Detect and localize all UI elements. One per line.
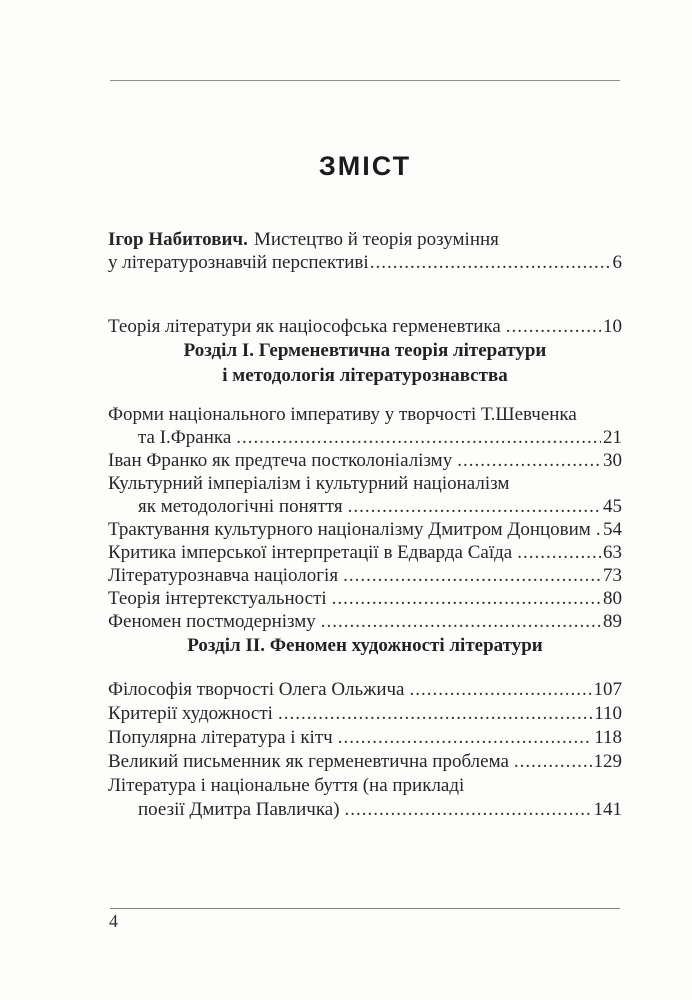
dot-leader <box>345 798 592 822</box>
toc-entry <box>108 518 622 541</box>
page-ref: 129 <box>593 751 622 772</box>
toc-entry-line <box>108 426 622 449</box>
toc-entry-line: Культурний імперіалізм і культурний націоналізм <box>108 473 510 494</box>
table-of-contents <box>108 228 622 822</box>
dot-leader <box>506 315 601 338</box>
entry-text: Великий письменник як герменевтична проблема <box>108 751 509 772</box>
entry-text: Популярна література і кітч <box>108 727 333 748</box>
section-heading-line: і методологія літературознавства <box>222 365 508 386</box>
toc-entry <box>108 449 622 472</box>
toc-entry <box>108 678 622 702</box>
toc-entry <box>108 726 622 750</box>
toc-entry-line <box>108 798 622 822</box>
section-items <box>108 678 622 822</box>
section-heading <box>108 633 622 658</box>
entry-text: Критерії художності <box>108 703 273 724</box>
toc-entry <box>108 472 622 518</box>
dot-leader <box>457 449 601 472</box>
dot-leader <box>370 251 611 274</box>
entry-text: як методологічні поняття <box>138 496 343 517</box>
section-heading <box>108 338 622 388</box>
page-ref: 118 <box>594 727 622 748</box>
dot-leader <box>343 564 601 587</box>
page-ref: 30 <box>603 450 622 471</box>
dot-leader <box>514 750 592 774</box>
dot-leader <box>596 518 601 541</box>
toc-entry-line <box>108 228 622 251</box>
toc-entry <box>108 228 622 274</box>
page-ref: 21 <box>603 427 622 448</box>
toc-entry <box>108 702 622 726</box>
dot-leader <box>332 587 601 610</box>
entry-text: Феномен постмодернізму <box>108 611 316 632</box>
entry-text: Критика імперської інтерпретації в Едварда Саїда <box>108 542 513 563</box>
page-ref: 80 <box>603 588 622 609</box>
entry-text: Мистецтво й теорія розуміння <box>253 229 499 250</box>
entry-text: Літературознавча націологія <box>108 565 339 586</box>
toc-entry-line <box>108 251 622 274</box>
dot-leader <box>410 678 592 702</box>
dot-leader <box>321 610 601 633</box>
entry-text: Теорія літератури як націософська герменевтика <box>108 316 501 337</box>
page-ref: 54 <box>603 519 622 540</box>
entry-text: Філософія творчості Олега Ольжича <box>108 679 405 700</box>
page-ref: 6 <box>612 252 622 273</box>
section-items <box>108 403 622 633</box>
toc-entry-line: Форми національного імперативу у творчості Т.Шевченка <box>108 404 577 425</box>
entry-text: Трактування культурного націоналізму Дмитром Донцовим <box>108 519 591 540</box>
toc-entry <box>108 564 622 587</box>
page-ref: 107 <box>593 679 622 700</box>
section-heading-line: Розділ І. Герменевтична теорія літератури <box>183 340 547 361</box>
page-ref: 63 <box>603 542 622 563</box>
bottom-rule <box>110 908 620 909</box>
section-heading-line: Розділ ІІ. Феномен художності літератури <box>187 635 543 656</box>
entry-text: та І.Франка <box>138 427 232 448</box>
dot-leader <box>278 702 592 726</box>
toc-entry <box>108 541 622 564</box>
page-ref: 45 <box>603 496 622 517</box>
page-content <box>108 0 622 822</box>
page-ref: 110 <box>594 703 622 724</box>
page-ref: 10 <box>603 316 622 337</box>
entry-text: у літературознавчій перспективі <box>108 252 369 273</box>
page-ref: 73 <box>603 565 622 586</box>
dot-leader <box>348 495 601 518</box>
entry-text: Теорія інтертекстуальності <box>108 588 327 609</box>
entry-text: поезії Дмитра Павличка) <box>138 799 340 820</box>
dot-leader <box>517 541 601 564</box>
toc-entry <box>108 610 622 633</box>
page-ref: 89 <box>603 611 622 632</box>
toc-entry-line <box>108 495 622 518</box>
dot-leader <box>236 426 601 449</box>
contents-title: ЗМІСТ <box>318 151 412 181</box>
toc-entry <box>108 774 622 822</box>
toc-entry <box>108 403 622 449</box>
toc-entry <box>108 587 622 610</box>
entry-text: Іван Франко як предтеча постколоніалізму <box>108 450 453 471</box>
dot-leader <box>338 726 593 750</box>
entry-author: Ігор Набитович. <box>108 229 248 250</box>
toc-entry <box>108 315 622 338</box>
toc-entry <box>108 750 622 774</box>
page-ref: 141 <box>593 799 622 820</box>
toc-entry-line: Література і національне буття (на прикладі <box>108 775 465 796</box>
folio-page-number: 4 <box>109 911 118 931</box>
